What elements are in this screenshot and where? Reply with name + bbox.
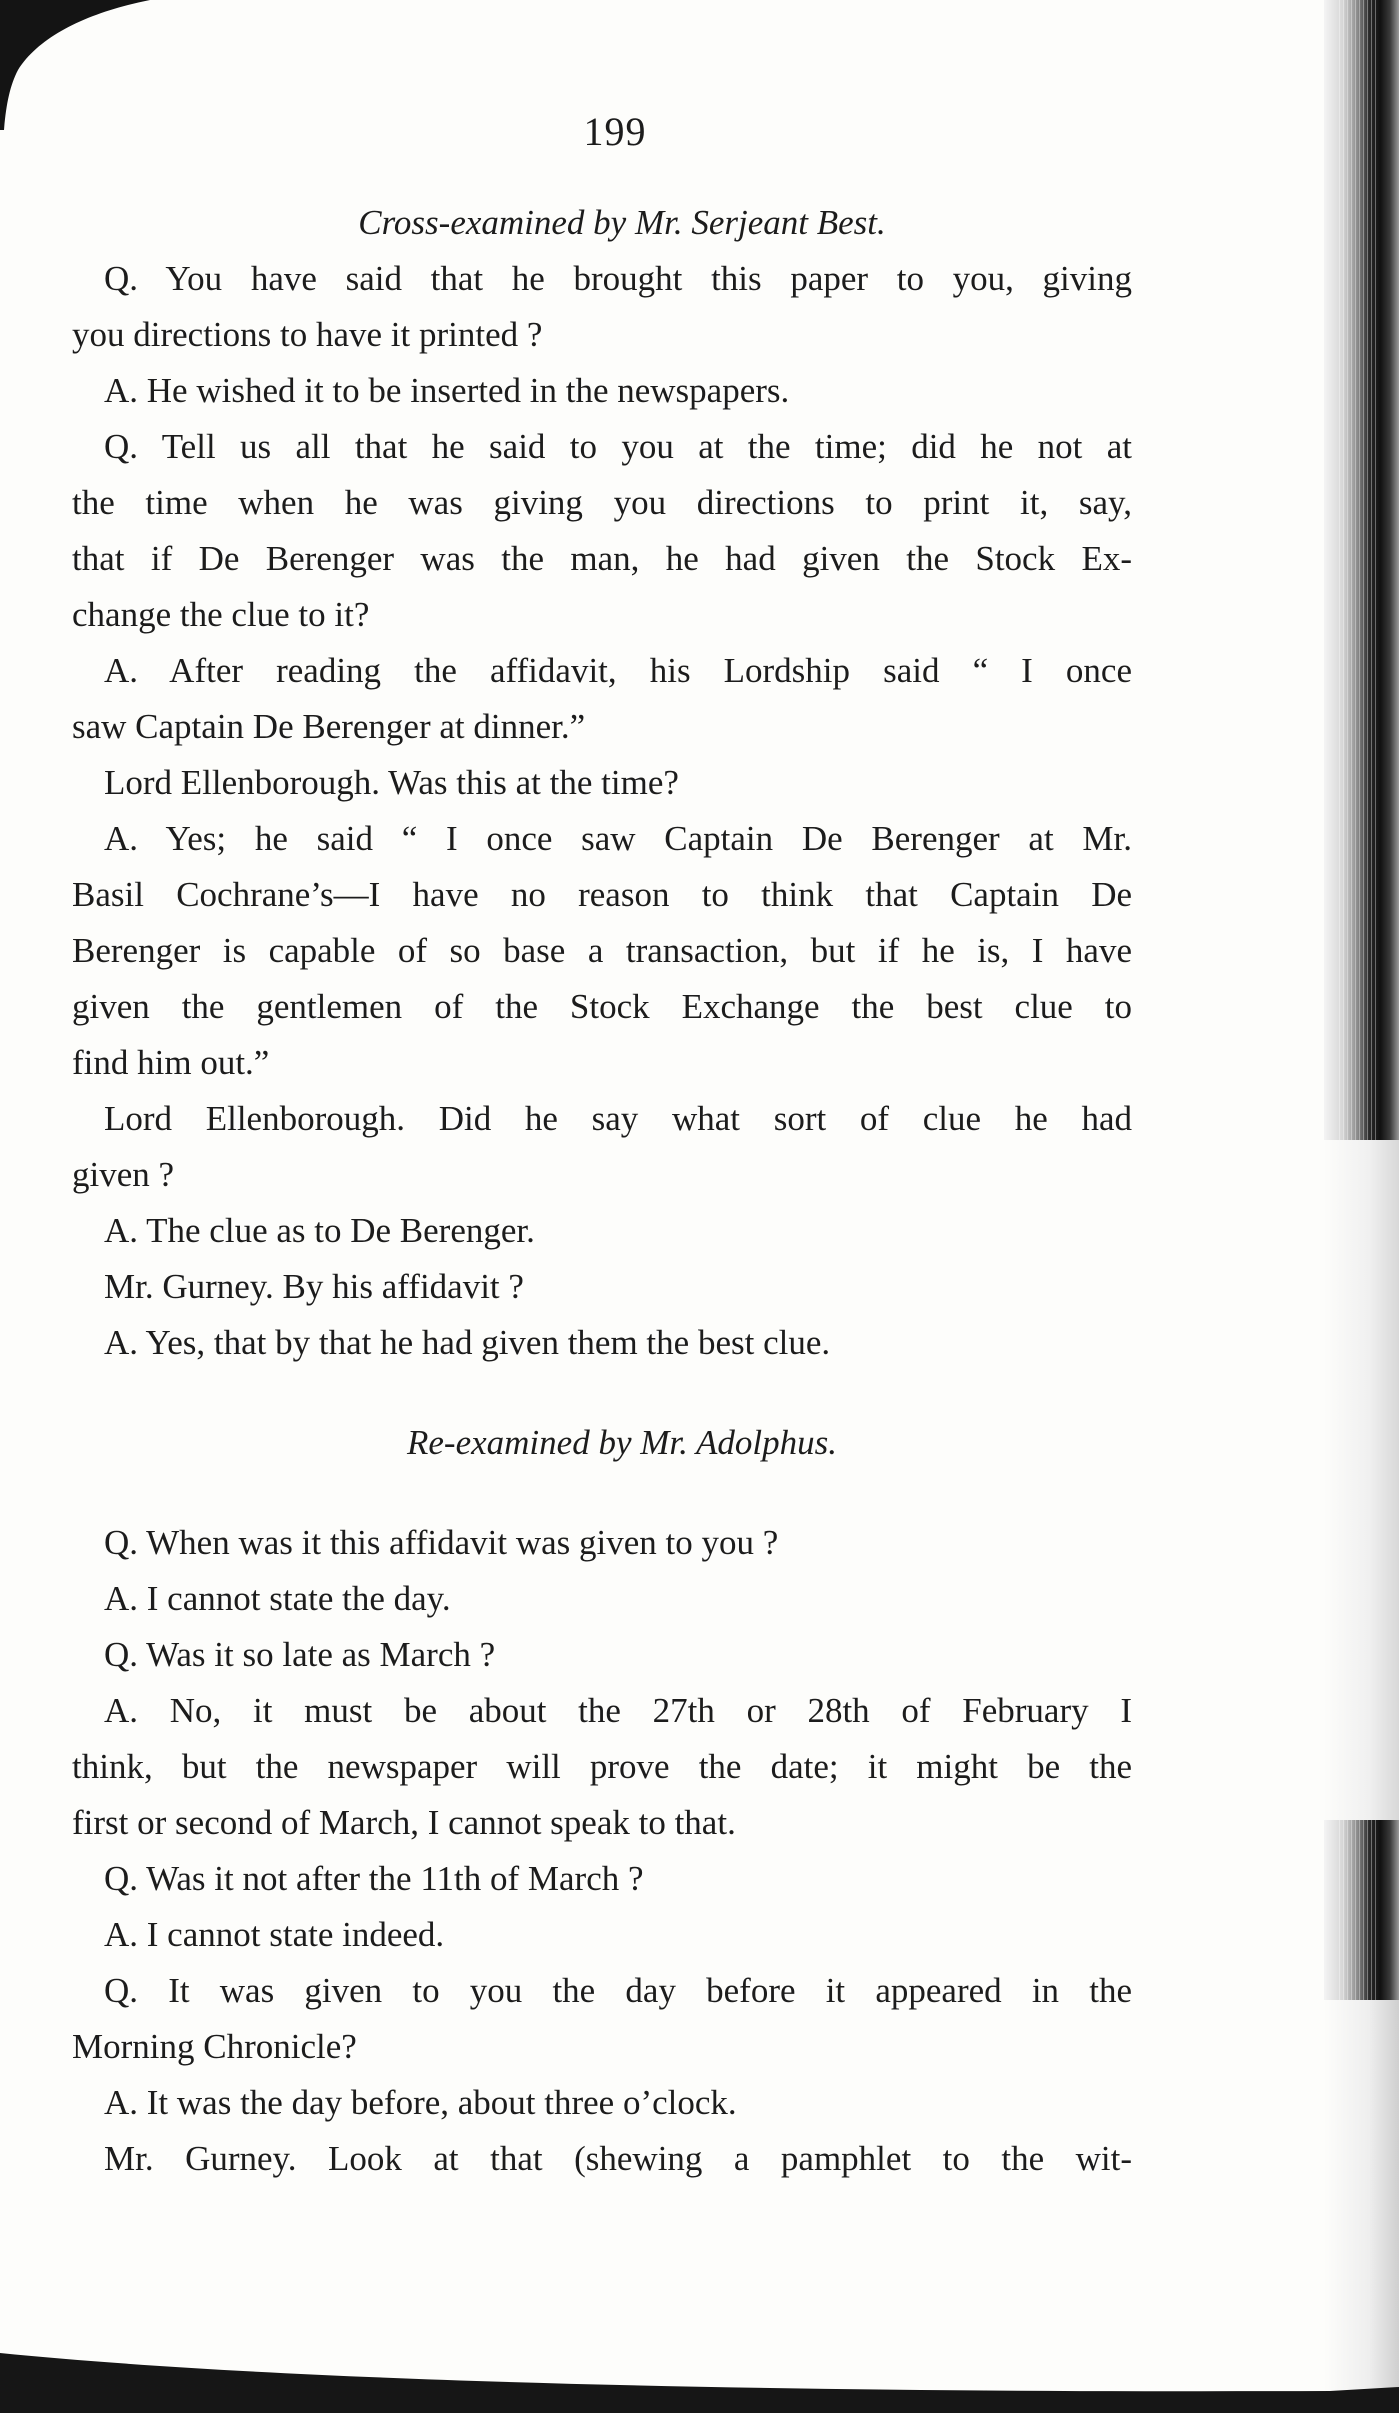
text-line: A. I cannot state the day. <box>104 1579 451 1618</box>
text-line: Basil Cochrane’s—I have no reason to think that Captain De <box>72 875 1132 914</box>
text-line: Lord Ellenborough. Was this at the time? <box>104 763 679 802</box>
text-line: Mr. Gurney. Look at that (shewing a pamphlet to the wit- <box>104 2139 1132 2178</box>
text-line: Morning Chronicle? <box>72 2027 357 2066</box>
text-line: find him out.” <box>72 1043 270 1082</box>
spine-highlight <box>1324 2000 1399 2413</box>
page-bottom-shadow <box>0 2353 1399 2413</box>
text-line: that if De Berenger was the man, he had given the Stock Ex- <box>72 539 1132 578</box>
text-line: Q. Tell us all that he said to you at the time; did he not at <box>104 427 1132 466</box>
text-line: Q. You have said that he brought this paper to you, giving <box>104 259 1132 298</box>
text-line: first or second of March, I cannot speak to that. <box>72 1803 736 1842</box>
text-line: A. Yes, that by that he had given them the best clue. <box>104 1323 831 1362</box>
text-line: given ? <box>72 1155 175 1194</box>
text-block <box>72 195 1132 2187</box>
text-line: A. I cannot state indeed. <box>104 1915 445 1954</box>
text-line: saw Captain De Berenger at dinner.” <box>72 707 586 746</box>
text-line: A. Yes; he said “ I once saw Captain De Berenger at Mr. <box>104 819 1132 858</box>
text-line: you directions to have it printed ? <box>72 315 543 354</box>
text-line: the time when he was giving you directions to print it, say, <box>72 483 1132 522</box>
page-number: 199 <box>583 109 647 154</box>
text-line: A. It was the day before, about three o’clock. <box>104 2083 737 2122</box>
text-line: Lord Ellenborough. Did he say what sort of clue he had <box>104 1099 1132 1138</box>
text-line: think, but the newspaper will prove the date; it might be the <box>72 1747 1132 1786</box>
section-heading-cross-examination: Cross-examined by Mr. Serjeant Best. <box>358 203 886 242</box>
cross-examination-text <box>72 251 1132 1371</box>
text-line: Mr. Gurney. By his affidavit ? <box>104 1267 524 1306</box>
spine-highlight <box>1324 1140 1399 1820</box>
text-line: given the gentlemen of the Stock Exchange the best clue to <box>72 987 1132 1026</box>
text-line: A. No, it must be about the 27th or 28th of February I <box>104 1691 1132 1730</box>
text-line: Q. When was it this affidavit was given to you ? <box>104 1523 779 1562</box>
text-line: Q. It was given to you the day before it appeared in the <box>104 1971 1132 2010</box>
re-examination-text <box>72 1515 1132 2187</box>
text-line: change the clue to it? <box>72 595 370 634</box>
text-line: A. He wished it to be inserted in the newspapers. <box>104 371 790 410</box>
text-line: A. After reading the affidavit, his Lordship said “ I once <box>104 651 1132 690</box>
text-line: A. The clue as to De Berenger. <box>104 1211 535 1250</box>
text-line: Q. Was it not after the 11th of March ? <box>104 1859 644 1898</box>
text-line: Berenger is capable of so base a transaction, but if he is, I have <box>72 931 1132 970</box>
text-line: Q. Was it so late as March ? <box>104 1635 496 1674</box>
section-heading-re-examination: Re-examined by Mr. Adolphus. <box>407 1423 837 1462</box>
